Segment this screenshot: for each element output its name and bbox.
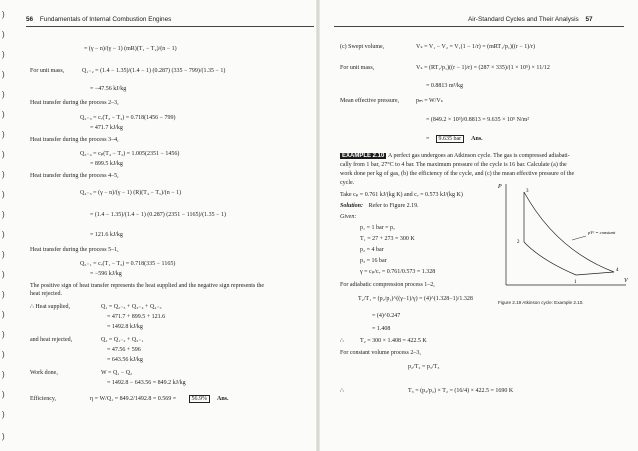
- mep-box: 9.635 bar: [436, 135, 464, 143]
- solution-line: [340, 203, 419, 209]
- left-body-line: Heat transfer during the process 5–1,: [30, 247, 119, 253]
- adiabatic-label: For adiabatic compression process 1–2,: [340, 282, 435, 288]
- right-body-line: = 0.8813 m³/kg: [426, 83, 464, 89]
- adiabatic-line: = (4)^0.247: [372, 313, 401, 319]
- given-line: γ = cₚ/cᵥ = 0.761/0.573 = 1.328: [360, 269, 436, 275]
- right-header-rule: [334, 26, 624, 27]
- right-page: [318, 0, 638, 451]
- right-body-line: Vₛ = V₁ − V₂ = V₁(1 − 1/r) = (mRT₁/p₁)((r − 1)/r): [416, 44, 535, 50]
- adiabatic-line: T₂/T₁ = (p₂/p₁)^((γ−1)/γ) = (4)^(1.328−1)/1.328: [358, 296, 473, 302]
- left-body-line: Q₁₋₂ = (1.4 − 1.35)/(1.4 − 1) (0.287) (335 − 799)/(1.35 − 1): [82, 68, 226, 74]
- efficiency-ans: Ans.: [217, 396, 229, 402]
- given-line: T₁ = 27 + 273 = 300 K: [360, 236, 415, 242]
- point-2-label: 2: [517, 240, 520, 245]
- left-body-line: Efficiency,: [30, 396, 56, 402]
- solution-text: Refer to Figure 2.19.: [368, 203, 419, 209]
- left-body-line: = −47.56 kJ/kg: [90, 86, 127, 92]
- example-label: EXAMPLE 2.10: [342, 153, 385, 159]
- curve-label: pVʸ = constant: [588, 230, 616, 235]
- left-body-line: = 1492.8 − 643.56 = 849.2 kJ/kg: [107, 380, 186, 386]
- example-line: cycle.: [340, 180, 355, 186]
- left-body-line: Q₅₋₁ = cᵥ(T₁ − T₅) = 0.718(335 − 1165): [80, 261, 176, 267]
- point-1-label: 1: [574, 280, 577, 285]
- example-line: work done per kg of gas, (b) the efficiency of the cycle, and (c) the mean effective pressure of the: [340, 171, 575, 177]
- left-body-line: For unit mass,: [30, 68, 65, 74]
- constvol-line: ∴: [340, 388, 344, 394]
- process-4-1: [576, 272, 614, 275]
- process-1-2: [524, 242, 576, 275]
- left-body-line: η = W/Q₁ = 849.2/1492.8 = 0.569 =: [90, 396, 177, 402]
- right-page-number: 57: [585, 16, 593, 23]
- given-label: Given:: [340, 214, 357, 220]
- example-line: A perfect gas undergoes an Atkinson cycle. The gas is compressed adiabati-: [388, 153, 570, 159]
- adiabatic-line: T₂ = 300 × 1.408 = 422.5 K: [360, 338, 427, 344]
- left-body-line: The positive sign of heat transfer represents the heat supplied and the negative sign represents the: [30, 283, 265, 289]
- left-body-line: Heat transfer during the process 4–5,: [30, 173, 119, 179]
- left-body-line: heat rejected.: [30, 291, 62, 297]
- left-body-line: ∴ Heat supplied,: [30, 304, 70, 310]
- example-line: cally from 1 bar, 27°C to 4 bar. The maximum pressure of the cycle is 16 bar. Calculate (a) the: [340, 162, 567, 168]
- left-body-line: = 643.56 kJ/kg: [107, 357, 143, 363]
- left-body-line: Q₂₋₃ = cᵥ(T₃ − T₂) = 0.718(1456 − 799): [80, 115, 176, 121]
- curve-leader: [572, 236, 586, 240]
- efficiency-box: 56.9%: [189, 395, 210, 403]
- left-body-line: Heat transfer during the process 3–4,: [30, 137, 119, 143]
- figure-caption: Figure 2.19 Atkinson cycle: Example 2.10.: [498, 300, 584, 305]
- left-body-line: Q₄₋₅ = (γ − n)/(γ − 1) (R)(T₄ − T₅)/(n − 1): [80, 190, 182, 196]
- right-body-line: Mean effective pressure,: [340, 98, 400, 104]
- constvol-label: For constant volume process 2–3,: [340, 350, 421, 356]
- left-page-header: [26, 16, 171, 23]
- mep-ans: Ans.: [471, 136, 483, 142]
- left-body-line: Q₃₋₄ = cₚ(T₄ − T₃) = 1.005(2351 − 1456): [80, 151, 180, 157]
- constvol-line: p₂/T₂ = p₃/T₃: [408, 364, 440, 370]
- given-line: p₁ = 1 bar = pₐ: [360, 225, 395, 231]
- left-page: [0, 0, 318, 451]
- right-body-line: (c) Swept volume,: [340, 44, 385, 50]
- right-body-line: pₘ = W/Vₛ: [416, 98, 443, 104]
- atkinson-pv-diagram: [486, 180, 632, 295]
- left-body-line: Q₂ = Q₁₋₂ + Q₅₋₁: [101, 337, 144, 343]
- given-line: p₃ = 16 bar: [360, 258, 387, 264]
- right-running-title: Air-Standard Cycles and Their Analysis: [468, 16, 579, 23]
- left-body-line: = −596 kJ/kg: [90, 271, 122, 277]
- left-body-line: = 471.7 kJ/kg: [90, 125, 123, 131]
- left-body-line: W = Q₁ − Q₂: [101, 370, 133, 376]
- mep-answer: [436, 136, 483, 142]
- given-line: p₂ = 4 bar: [360, 247, 384, 253]
- left-body-line: = (γ − n)/(γ − 1) (mR)(T₁ − T₂)/(n − 1): [84, 46, 177, 52]
- adiabatic-line: = 1.408: [372, 326, 391, 332]
- p-axis-label: P: [498, 184, 502, 190]
- left-body-line: Work done,: [30, 370, 58, 376]
- solution-label: Solution:: [340, 203, 364, 209]
- left-body-line: Q₁ = Q₂₋₃ + Q₃₋₄ + Q₄₋₅: [101, 304, 162, 310]
- left-header-rule: [26, 26, 314, 27]
- left-body-line: and heat rejected,: [30, 337, 73, 343]
- example-heading: [340, 153, 386, 159]
- efficiency-answer: [189, 396, 229, 402]
- point-4-label: 4: [616, 268, 619, 273]
- left-body-line: = 899.5 kJ/kg: [90, 161, 123, 167]
- v-axis-label: V: [624, 278, 628, 284]
- right-page-header: [468, 16, 593, 23]
- left-body-line: = 1492.8 kJ/kg: [107, 324, 143, 330]
- given-take: Take cₚ = 0.761 kJ/(kg K) and cᵥ = 0.573 kJ/(kg K): [340, 192, 463, 198]
- right-body-line: For unit mass,: [340, 65, 375, 71]
- right-body-line: = (849.2 × 10³)/0.8813 = 9.635 × 10⁵ N/m²: [426, 117, 530, 123]
- point-3-label: 3: [526, 189, 529, 194]
- left-body-line: Heat transfer during the process 2–3,: [30, 100, 119, 106]
- right-body-line: =: [426, 136, 430, 142]
- adiabatic-line: ∴: [340, 338, 344, 344]
- right-body-line: Vₛ = (RT₁/p₁)((r − 1)/r) = (287 × 335)/(1 × 10⁵) × 11/12: [416, 65, 550, 71]
- left-running-title: Fundamentals of Internal Combustion Engines: [39, 16, 172, 23]
- left-body-line: = 471.7 + 899.5 + 121.6: [107, 314, 166, 320]
- left-body-line: = 121.6 kJ/kg: [90, 232, 123, 238]
- constvol-line: T₃ = (p₃/p₂) × T₂ = (16/4) × 422.5 = 1690 K: [408, 388, 514, 394]
- left-page-number: 56: [26, 16, 34, 23]
- left-body-line: = (1.4 − 1.35)/(1.4 − 1) (0.287) (2351 − 1165)/(1.35 − 1): [90, 212, 227, 218]
- left-body-line: = 47.56 + 596: [107, 347, 141, 353]
